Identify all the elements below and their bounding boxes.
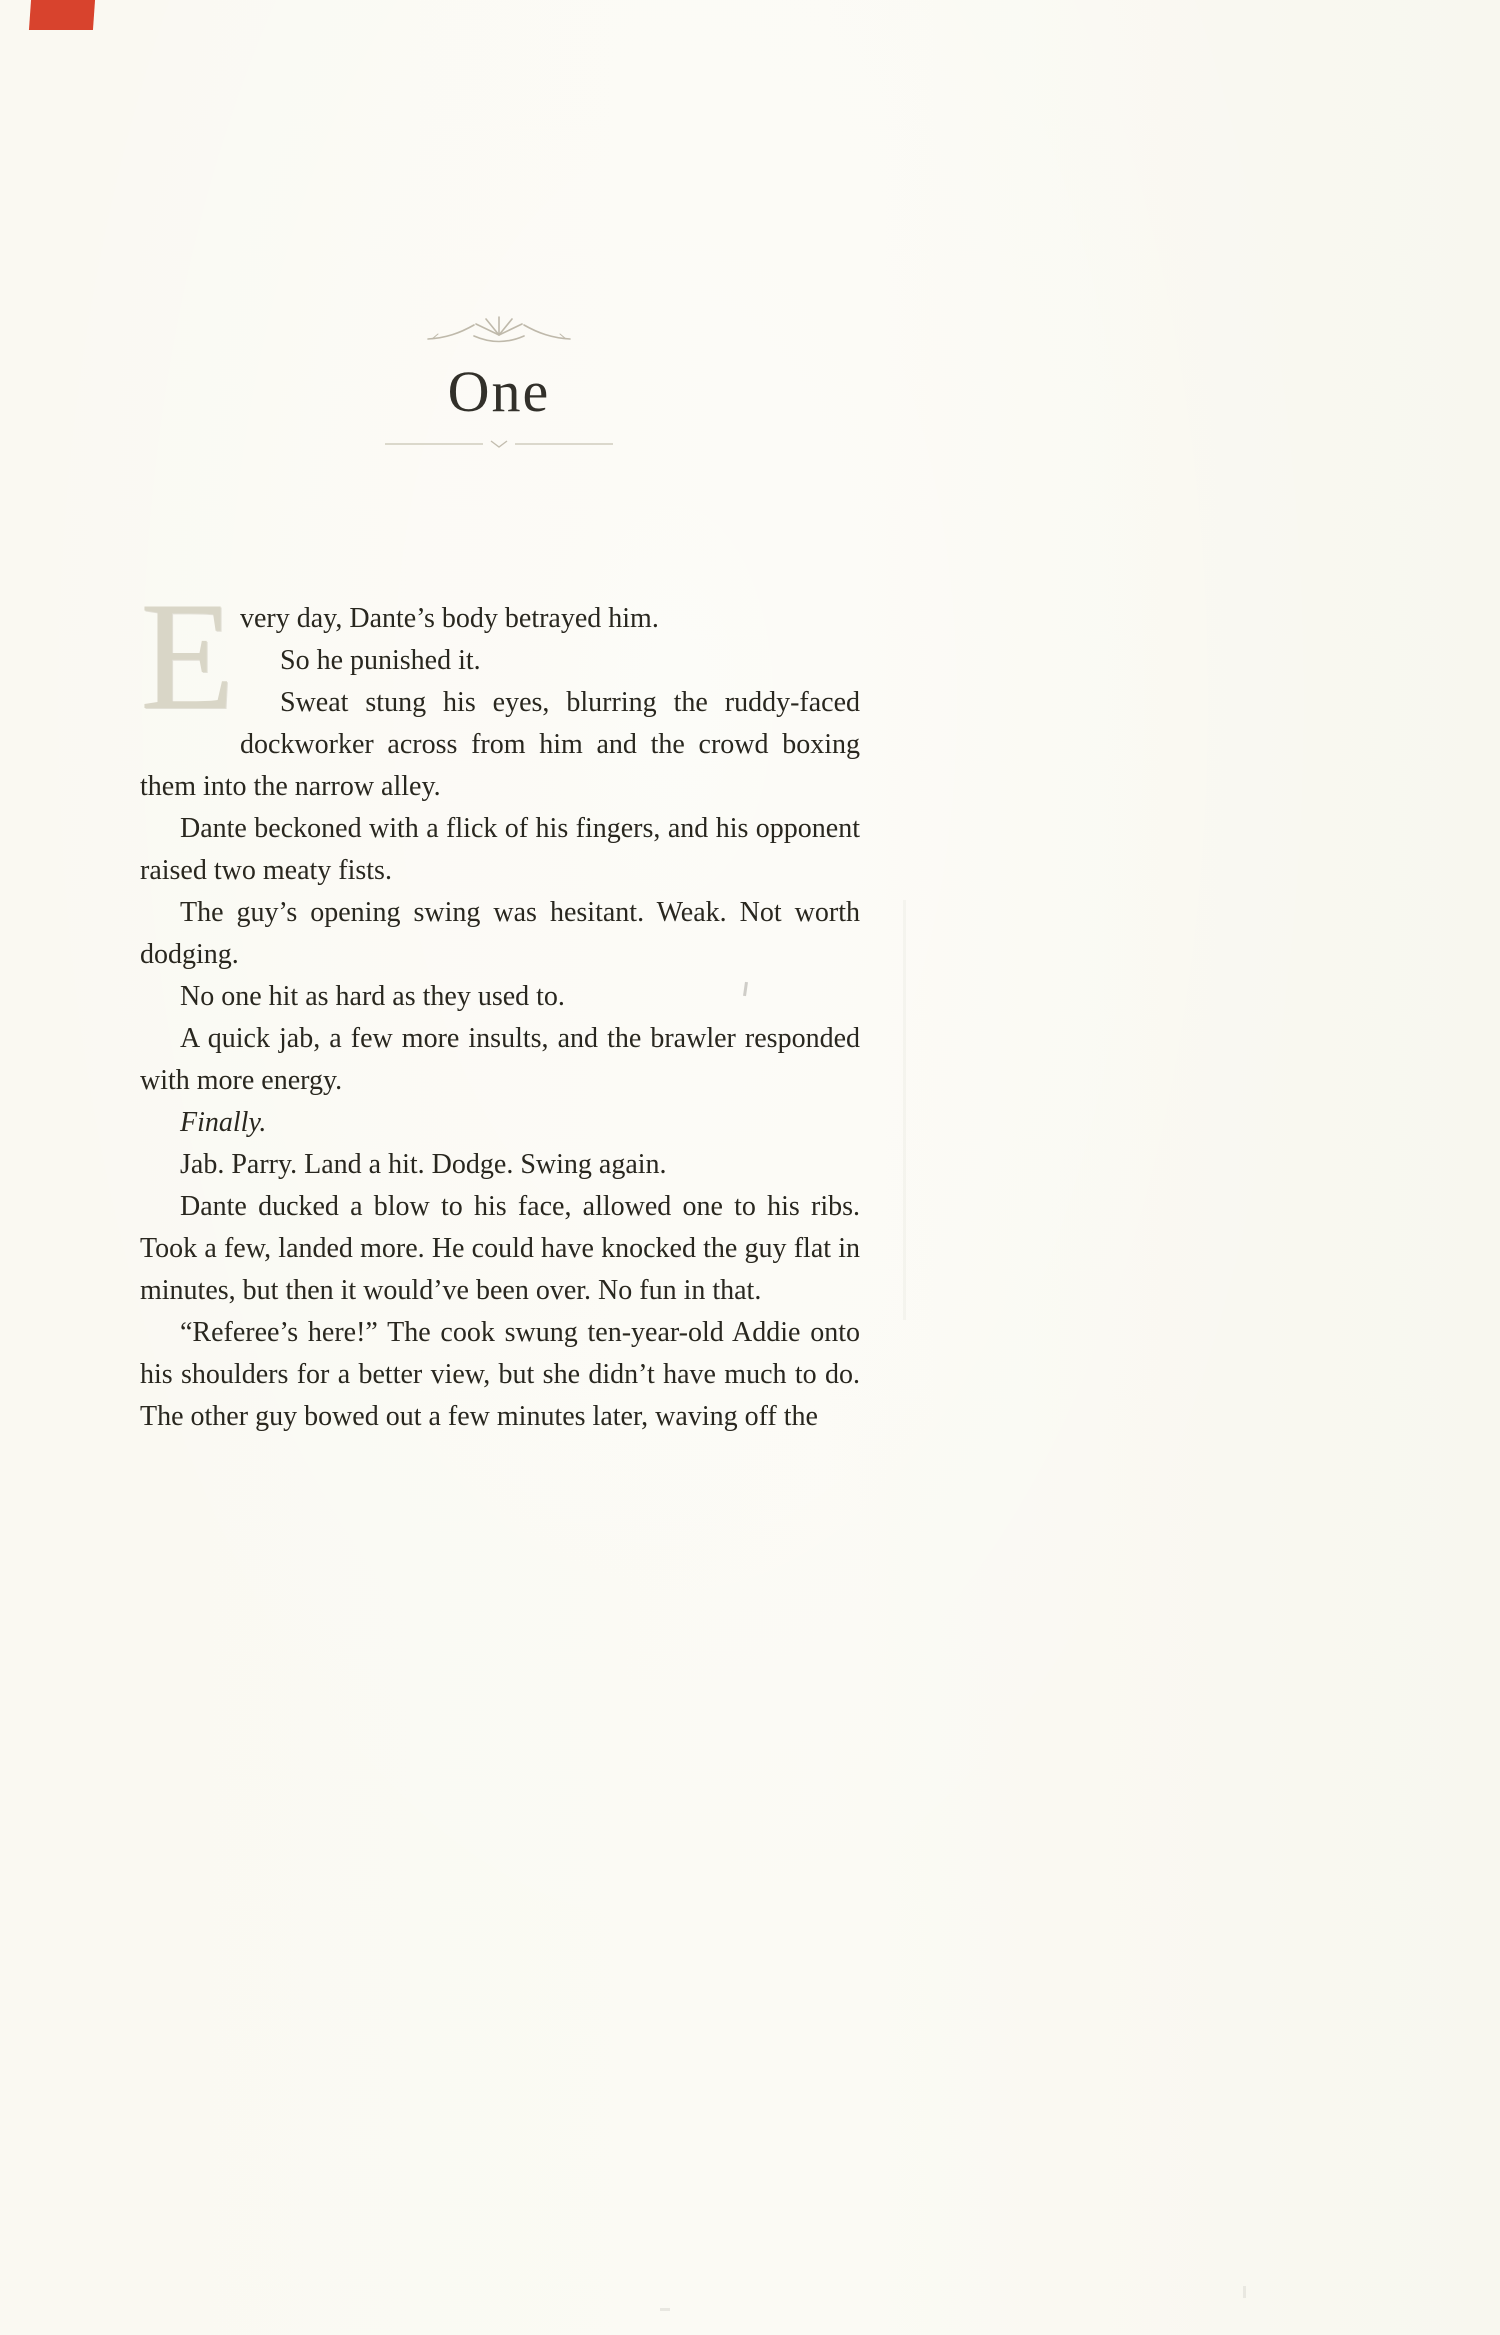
paragraph: very day, Dante’s body betrayed him. [240,603,659,634]
dropcap-letter: E [140,570,235,742]
scan-artifact [1243,2286,1246,2298]
paragraph: Sweat stung his eyes, blurring the ruddy-faced dockworker across from him and the crowd boxing them into the narrow alley. [140,687,860,802]
paragraph: Finally. [180,1107,267,1138]
chapter-body [140,570,860,1438]
paragraph: A quick jab, a few more insults, and the brawler responded with more energy. [140,1023,860,1096]
chapter-heading [140,312,858,451]
chapter-ornament-icon [424,312,574,348]
scan-red-mark [29,0,95,30]
scan-artifact [903,900,906,1320]
scan-artifact [660,2308,670,2311]
paragraph: Dante beckoned with a flick of his fingers, and his opponent raised two meaty fists. [140,813,860,886]
chapter-title: One [447,359,551,424]
paragraph: Jab. Parry. Land a hit. Dodge. Swing again. [180,1149,667,1180]
chapter-divider-icon [383,437,615,451]
paragraph: “Referee’s here!” The cook swung ten-year-old Addie onto his shoulders for a better view, but she didn’t have much to do. The other guy bowed out a few minutes later, waving off the [140,1317,860,1432]
paragraph: The guy’s opening swing was hesitant. Weak. Not worth dodging. [140,897,860,970]
paragraph: Dante ducked a blow to his face, allowed one to his ribs. Took a few, landed more. He could have knocked the guy flat in minutes, but then it would’ve been over. No fun in that. [140,1191,860,1306]
paragraph: So he punished it. [280,645,481,676]
paragraph: No one hit as hard as they used to. [180,981,565,1012]
